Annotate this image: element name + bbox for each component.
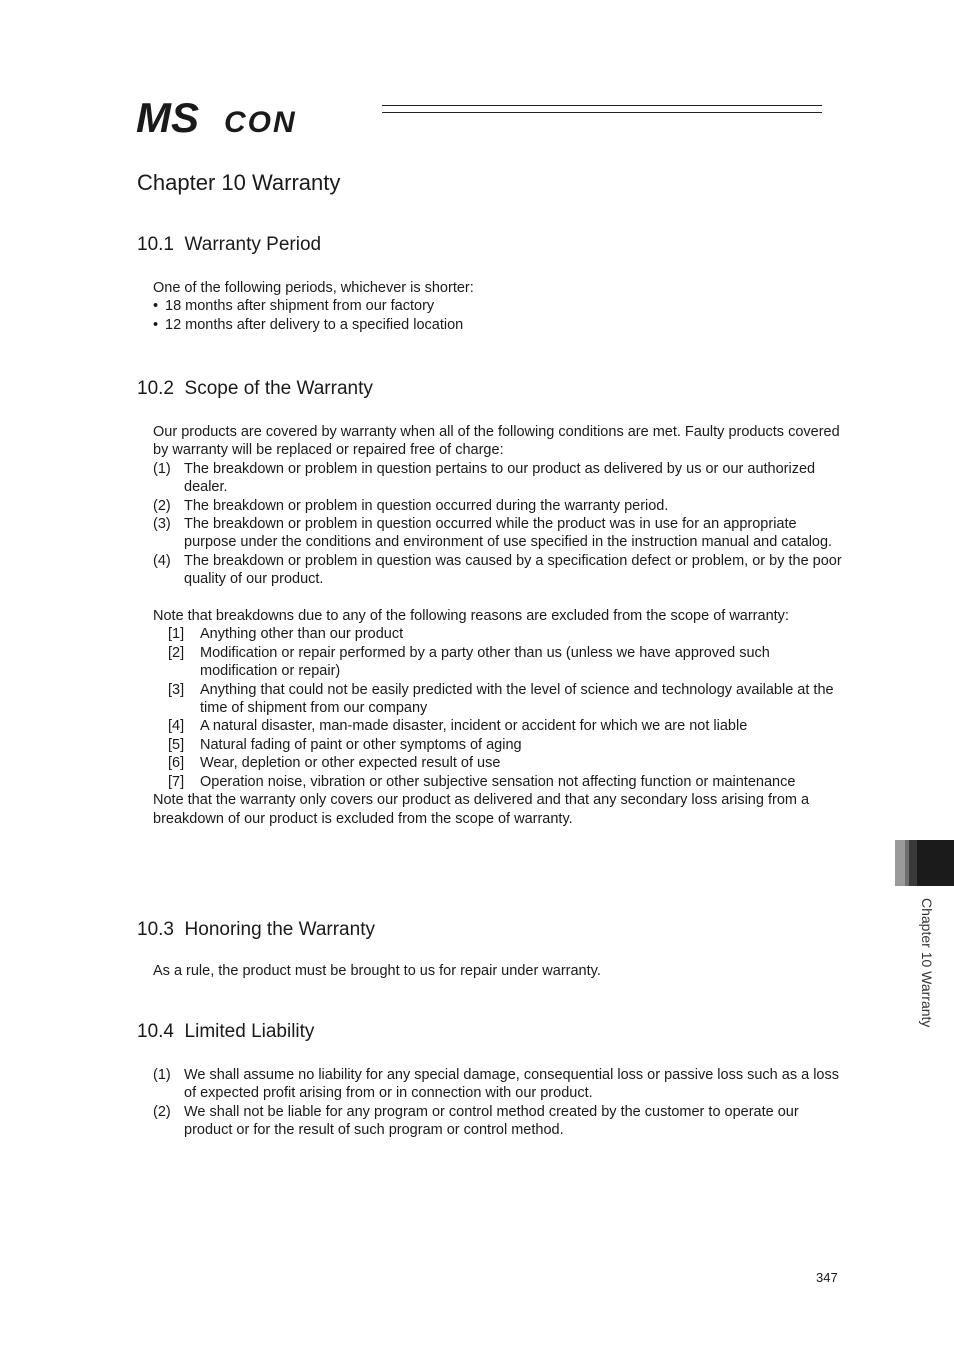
list-item: [2] Modification or repair performed by a party other than us (unless we have approved such modification or repair) xyxy=(168,644,770,680)
honoring-text: As a rule, the product must be brought to us for repair under warranty. xyxy=(153,963,601,979)
list-item: (3) The breakdown or problem in question occurred while the product was in use for an appropriate purpose under the conditions and environment of use specified in the instruction manual and catalog. xyxy=(153,516,833,551)
honoring-body xyxy=(153,962,843,980)
mscon-logo xyxy=(136,96,368,138)
list-item: [1] Anything other than our product xyxy=(168,626,404,643)
list-item: [6] Wear, depletion or other expected result of use xyxy=(168,755,501,772)
chapter-tab-marker xyxy=(917,840,954,886)
list-item: [4] A natural disaster, man-made disaster, incident or accident for which we are not liable xyxy=(168,718,748,735)
logo-ms: MS xyxy=(136,96,199,138)
exclusions-intro: Note that breakdowns due to any of the following reasons are excluded from the scope of warranty: xyxy=(153,608,789,625)
side-chapter-label: Chapter 10 Warranty xyxy=(919,898,935,1028)
bullet-icon: • xyxy=(153,316,159,333)
section-title-liability: 10.4 Limited Liability xyxy=(137,1021,315,1042)
header-rule-top xyxy=(382,105,822,106)
warranty-coverage-note: Note that the warranty only covers our product as delivered and that any secondary loss arising from a breakdown of our product is excluded from the scope of warranty. xyxy=(153,792,810,827)
list-item: (2) The breakdown or problem in question occurred during the warranty period. xyxy=(153,497,669,514)
section-title-warranty-period: 10.1 Warranty Period xyxy=(137,234,322,255)
scope-intro: Our products are covered by warranty when all of the following conditions are met. Faulty products covered by warranty will be replaced or repaired free of charge: xyxy=(153,424,840,459)
chapter-tab-marker-gray xyxy=(895,840,917,886)
list-item: (4) The breakdown or problem in question was caused by a specification defect or problem, or by the poor quality of our product. xyxy=(153,552,842,588)
page-number: 347 xyxy=(816,1270,838,1285)
warranty-period-body xyxy=(153,279,843,334)
logo-con: CON xyxy=(224,106,297,138)
list-item: • 18 months after shipment from our factory xyxy=(153,298,435,315)
scope-body xyxy=(153,423,843,828)
list-item: (1) The breakdown or problem in question pertains to our product as delivered by us or our authorized dealer. xyxy=(153,460,816,496)
list-item: [3] Anything that could not be easily predicted with the level of science and technology available at the time of shipment from our company xyxy=(168,681,834,717)
chapter-title: Chapter 10 Warranty xyxy=(137,170,341,195)
list-item: [5] Natural fading of paint or other symptoms of aging xyxy=(168,736,522,753)
list-item: [7] Operation noise, vibration or other subjective sensation not affecting function or maintenance xyxy=(168,773,796,790)
header-rule-bottom xyxy=(382,112,822,113)
warranty-period-intro: One of the following periods, whichever is shorter: xyxy=(153,280,474,296)
list-item: (2) We shall not be liable for any program or control method created by the customer to operate our product or for the result of such program or control method. xyxy=(153,1103,799,1139)
list-item: • 12 months after delivery to a specified location xyxy=(153,316,464,333)
section-title-scope: 10.2 Scope of the Warranty xyxy=(137,378,373,399)
section-title-honoring: 10.3 Honoring the Warranty xyxy=(137,919,375,940)
list-item: (1) We shall assume no liability for any special damage, consequential loss or passive loss such as a loss of expected profit arising from or in connection with our product. xyxy=(153,1067,839,1102)
bullet-icon: • xyxy=(153,298,159,315)
liability-body xyxy=(153,1066,843,1140)
